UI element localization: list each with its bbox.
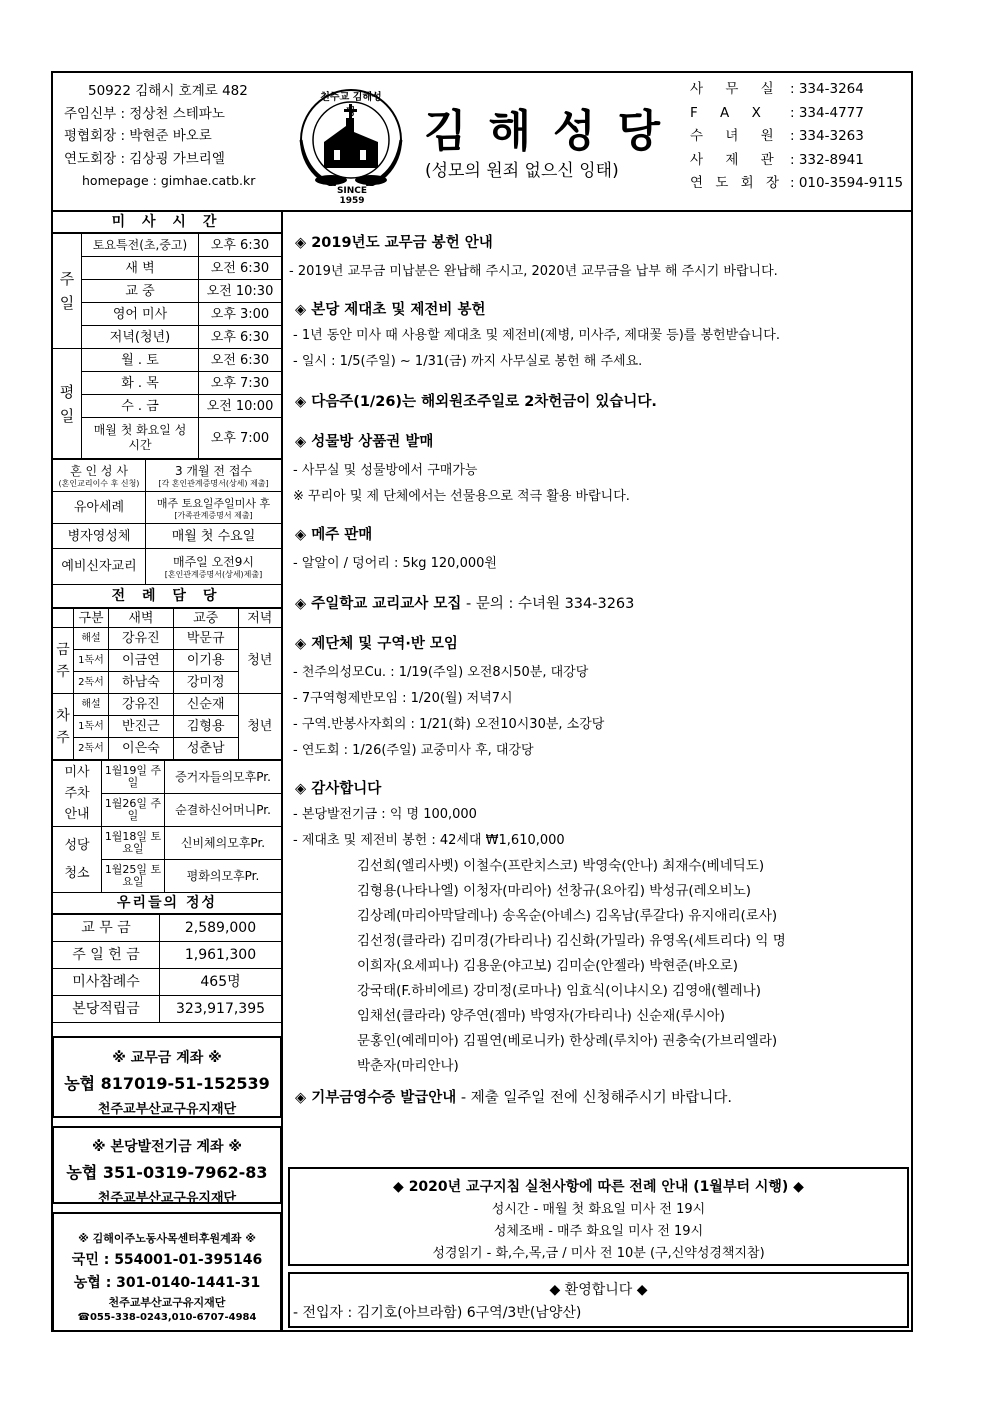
homepage: homepage : gimhae.catb.kr — [82, 173, 256, 188]
mass-name: 새 벽 — [82, 257, 199, 280]
dawn-reader: 하남숙 — [109, 672, 174, 694]
notice-line: - 알알이 / 덩어리 : 5kg 120,000원 — [293, 556, 497, 571]
tithe-account-owner: 천주교부산교구유지재단 — [97, 1102, 237, 1117]
notice-line: - 천주의성모Cu. : 1/19(주일) 오전8시50분, 대강당 — [293, 665, 589, 680]
contact-fax: F A X : 334-4777 — [690, 104, 864, 121]
mass-time: 오후 7:30 — [199, 372, 282, 395]
mass-time: 오후 6:30 — [199, 234, 282, 257]
thanks-line: - 제대초 및 제전비 봉헌 : 42세대 ₩1,610,000 — [293, 833, 565, 848]
evening-reader: 청년 — [238, 628, 281, 694]
donor-names: 문홍인(예레미아) 김필연(베로니카) 한상례(루치아) 권충숙(가브리엘라) — [357, 1033, 778, 1049]
guideline-box — [288, 1167, 909, 1266]
main-reader: 박문규 — [173, 628, 238, 650]
mass-name: 매월 첫 화요일 성시간 — [82, 418, 199, 459]
duty-group: 순결하신어머니Pr. — [165, 794, 282, 827]
main-reader: 김형용 — [173, 716, 238, 738]
sacrament-info: 매주일 오전9시 — [172, 554, 254, 569]
offering-label: 주 일 헌 금 — [53, 942, 160, 969]
notice-title: ◈ 본당 제대초 및 제전비 봉헌 — [295, 302, 486, 318]
labor-owner: 천주교부산교구유지재단 — [108, 1296, 226, 1309]
labor-center-box — [52, 1212, 282, 1332]
thanks-title: ◈ 감사합니다 — [295, 781, 382, 797]
offerings-table — [53, 914, 281, 1023]
sacrament-name: 혼 인 성 사 — [70, 463, 128, 478]
duty-label: 성당 청소 — [53, 827, 102, 893]
main-reader: 신순재 — [173, 694, 238, 716]
notice-line: - 2019년 교무금 미납분은 완납해 주시고, 2020년 교무금을 납부 해 주시기 바랍니다. — [289, 264, 778, 279]
notice-line: - 7구역형제반모임 : 1/20(월) 저녁7시 — [293, 691, 513, 706]
liturgy-header: 교중 — [173, 609, 238, 628]
fund-account-box — [52, 1126, 282, 1204]
notice — [295, 301, 910, 371]
role: 2독서 — [74, 672, 109, 694]
mass-name: 수 . 금 — [82, 395, 199, 418]
notice-title: ◈ 주일학교 교리교사 모집 - 문의 : 수녀원 334-3263 — [295, 596, 635, 612]
notice-line: - 구역.반봉사자회의 : 1/21(화) 오전10시30분, 소강당 — [293, 717, 605, 732]
header-info — [64, 80, 255, 193]
thanks-section — [295, 780, 910, 1075]
fund-account-owner: 천주교부산교구유지재단 — [97, 1191, 237, 1206]
sacrament-name: 예비신자교리 — [53, 549, 146, 585]
mass-time: 오전 6:30 — [199, 257, 282, 280]
mass-name: 교 중 — [82, 280, 199, 303]
mass-name: 화 . 목 — [82, 372, 199, 395]
notice-title: ◈ 2019년도 교무금 봉헌 안내 — [295, 235, 493, 251]
mass-name: 저녁(청년) — [82, 326, 199, 349]
offering-label: 본당적립금 — [53, 996, 160, 1023]
notice-line: - 일시 : 1/5(주일) ~ 1/31(금) 까지 사무실로 봉헌 해 주세요. — [293, 354, 643, 369]
duty-date: 1월26일 주일 — [102, 794, 165, 827]
group-label: 차 주 — [53, 694, 74, 760]
main-reader: 강미정 — [173, 672, 238, 694]
liturgy-header: 저녁 — [238, 609, 281, 628]
notice — [289, 234, 910, 281]
evening-reader: 청년 — [238, 694, 281, 760]
notice-title: ◈ 제단체 및 구역·반 모임 — [295, 636, 458, 652]
dawn-reader: 강유진 — [109, 628, 174, 650]
duties-table — [53, 760, 281, 893]
logo-since: SINCE 1959 — [324, 186, 380, 206]
mass-time: 오후 7:00 — [199, 418, 282, 459]
duty-date: 1월25일 토요일 — [102, 860, 165, 893]
labor-title: ※ 김해이주노동사목센터후원계좌 ※ — [78, 1232, 256, 1245]
offering-value: 1,961,300 — [160, 942, 282, 969]
mass-times-title: 미 사 시 간 — [53, 212, 281, 233]
guideline-line: 성시간 - 매월 첫 화요일 미사 전 19시 — [491, 1202, 706, 1217]
notices-column — [285, 230, 910, 1107]
notice-line: - 연도회 : 1/26(주일) 교중미사 후, 대강당 — [293, 743, 534, 758]
donor-names: 이희자(요세피나) 김용운(야고보) 김미순(안젤라) 박현준(바오로) — [357, 958, 739, 974]
logo-arc-text: 천주교 김해성당 — [320, 92, 382, 118]
mass-times-table — [53, 233, 281, 459]
notice-line: - 사무실 및 성물방에서 구매가능 — [293, 463, 478, 478]
liturgy-header: 구분 — [74, 609, 109, 628]
donor-names: 김선희(엘리사벳) 이철수(프란치스코) 박영숙(안나) 최재수(베네딕도) — [357, 858, 765, 874]
pastor: 주임신부 : 정상천 스테파노 — [64, 105, 225, 122]
mass-name: 토요특전(초,중고) — [82, 234, 199, 257]
notice — [295, 433, 910, 506]
donor-names: 강국태(F.하비에르) 강미정(로마나) 임효식(이냐시오) 김영애(헬레나) — [357, 983, 761, 999]
liturgy-table — [53, 608, 281, 760]
role: 2독서 — [74, 738, 109, 760]
guideline-title: ◆ 2020년 교구지침 실천사항에 따른 전례 안내 (1월부터 시행) ◆ — [393, 1179, 804, 1195]
council-president: 평협회장 : 박현준 바오로 — [64, 128, 212, 144]
duty-date: 1월19일 주일 — [102, 761, 165, 794]
duty-group: 증거자들의모후Pr. — [165, 761, 282, 794]
notice-title: ◈ 성물방 상품권 발매 — [295, 434, 434, 450]
mass-name: 영어 미사 — [82, 303, 199, 326]
tithe-account-box — [52, 1036, 282, 1118]
fund-account-number: 농협 351-0319-7962-83 — [66, 1163, 268, 1182]
group-label: 금 주 — [53, 628, 74, 694]
mass-time: 오전 6:30 — [199, 349, 282, 372]
guideline-line: 성체조배 - 매주 화요일 미사 전 19시 — [493, 1224, 704, 1239]
labor-account: 농협 : 301-0140-1441-31 — [73, 1275, 261, 1291]
notice — [295, 526, 910, 573]
parish-subtitle: (성모의 원죄 없으신 잉태) — [425, 161, 619, 181]
dawn-reader: 반진근 — [109, 716, 174, 738]
contact-convent: 수 녀 원 : 334-3263 — [690, 128, 864, 144]
donor-names: 임채선(클라라) 양주연(젬마) 박영자(가타리나) 신순재(루시아) — [357, 1008, 725, 1024]
welcome-title: ◆ 환영합니다 ◆ — [549, 1282, 648, 1298]
role: 1독서 — [74, 650, 109, 672]
contact-rectory: 사 제 관 : 332-8941 — [690, 151, 864, 168]
weekday-label: 평 일 — [53, 349, 82, 459]
donor-names: 김선정(클라라) 김미경(가타리나) 김신화(가밀라) 유영옥(세트리다) 익 명 — [357, 933, 786, 949]
notice-title: ◈ 메주 판매 — [295, 527, 373, 543]
offering-value: 465명 — [160, 969, 282, 996]
sacrament-info: 매주 토요일주일미사 후 — [156, 496, 271, 510]
sacrament-info: 3 개월 전 접수 — [174, 463, 253, 478]
welcome-box — [288, 1272, 909, 1328]
receipt-notice — [295, 1089, 910, 1107]
tithe-account-title: ※ 교무금 계좌 ※ — [112, 1050, 222, 1066]
sacrament-name: 유아세례 — [53, 492, 146, 524]
parish-title: 김해성당 — [424, 106, 683, 157]
labor-account: 국민 : 554001-01-395146 — [71, 1252, 263, 1268]
dawn-reader: 이금연 — [109, 650, 174, 672]
contact-list — [690, 78, 903, 196]
dawn-reader: 이은숙 — [109, 738, 174, 760]
liturgy-header: 새벽 — [109, 609, 174, 628]
notice-line: - 1년 동안 미사 때 사용할 제대초 및 제전비(제병, 미사주, 제대꽃 등)를 봉헌받습니다. — [293, 328, 780, 343]
role: 해설 — [74, 628, 109, 650]
left-column — [53, 212, 281, 1023]
dawn-reader: 강유진 — [109, 694, 174, 716]
donor-names: 김형용(나타나엘) 이청자(마리아) 선창규(요아킴) 박성규(레오비노) — [357, 883, 752, 899]
duty-date: 1월18일 토요일 — [102, 827, 165, 860]
sunday-label: 주 일 — [53, 234, 82, 349]
sacrament-info: 매월 첫 수요일 — [146, 524, 282, 549]
notice — [295, 595, 910, 613]
contact-office: 사 무 실 : 334-3264 — [690, 81, 864, 97]
role: 해설 — [74, 694, 109, 716]
yeondo-president: 연도회장 : 김상굉 가브리엘 — [64, 150, 225, 167]
notice — [295, 635, 910, 760]
address: 50922 김해시 호계로 482 — [88, 83, 248, 99]
parish-logo — [286, 80, 416, 206]
role: 1독서 — [74, 716, 109, 738]
mass-name: 월 . 토 — [82, 349, 199, 372]
liturgy-title: 전 례 담 당 — [53, 585, 281, 608]
offering-label: 미사참례수 — [53, 969, 160, 996]
notice-title: ◈ 다음주(1/26)는 해외원조주일로 2차헌금이 있습니다. — [295, 394, 657, 410]
sacraments-table: 혼 인 성 사 (혼인교리이수 후 신청) 3 개월 전 접수 [각 혼인관계증명서(상세) 제출] 유아세례 매주 토요일주일미사 후 [가족관계증명서 제출] 병자영성체 매월 첫 수요일 예비신자교리 매주일 오전9시 [혼인관계증명서(상세)제출] — [53, 459, 281, 585]
notice — [295, 393, 910, 411]
duty-label: 미사 주차 안내 — [53, 761, 102, 827]
duty-group: 신비체의모후Pr. — [165, 827, 282, 860]
tithe-account-number: 농협 817019-51-152539 — [64, 1074, 270, 1093]
notice-line: ※ 꾸리아 및 제 단체에서는 선물용으로 적극 활용 바랍니다. — [293, 489, 630, 504]
thanks-line: - 본당발전기금 : 익 명 100,000 — [293, 807, 477, 822]
donor-names: 박춘자(마리안나) — [357, 1058, 459, 1074]
offering-value: 2,589,000 — [160, 915, 282, 942]
mass-time: 오전 10:30 — [199, 280, 282, 303]
mass-time: 오후 6:30 — [199, 326, 282, 349]
main-reader: 이기용 — [173, 650, 238, 672]
sacrament-name: 병자영성체 — [53, 524, 146, 549]
mass-time: 오전 10:00 — [199, 395, 282, 418]
donor-names: 김상례(마리아막달레나) 송옥순(아녜스) 김옥남(루갈다) 유지애리(로사) — [357, 908, 778, 924]
guideline-line: 성경읽기 - 화,수,목,금 / 미사 전 10분 (구,신약성경책지참) — [432, 1246, 765, 1261]
offering-value: 323,917,395 — [160, 996, 282, 1023]
fund-account-title: ※ 본당발전기금 계좌 ※ — [91, 1139, 243, 1155]
main-reader: 성춘남 — [173, 738, 238, 760]
welcome-line: - 전입자 : 김기호(아브라함) 6구역/3반(남양산) — [293, 1305, 582, 1321]
receipt-title: ◈ 기부금영수증 발급안내 - 제출 일주일 전에 신청해주시기 바랍니다. — [295, 1090, 732, 1106]
offering-label: 교 무 금 — [53, 915, 160, 942]
contact-yeondo: 연 도 회 장 : 010-3594-9115 — [690, 175, 904, 191]
mass-time: 오후 3:00 — [199, 303, 282, 326]
offerings-title: 우리들의 정성 — [53, 893, 281, 914]
duty-group: 평화의모후Pr. — [165, 860, 282, 893]
labor-phone: ☎055-338-0243,010-6707-4984 — [77, 1312, 257, 1323]
